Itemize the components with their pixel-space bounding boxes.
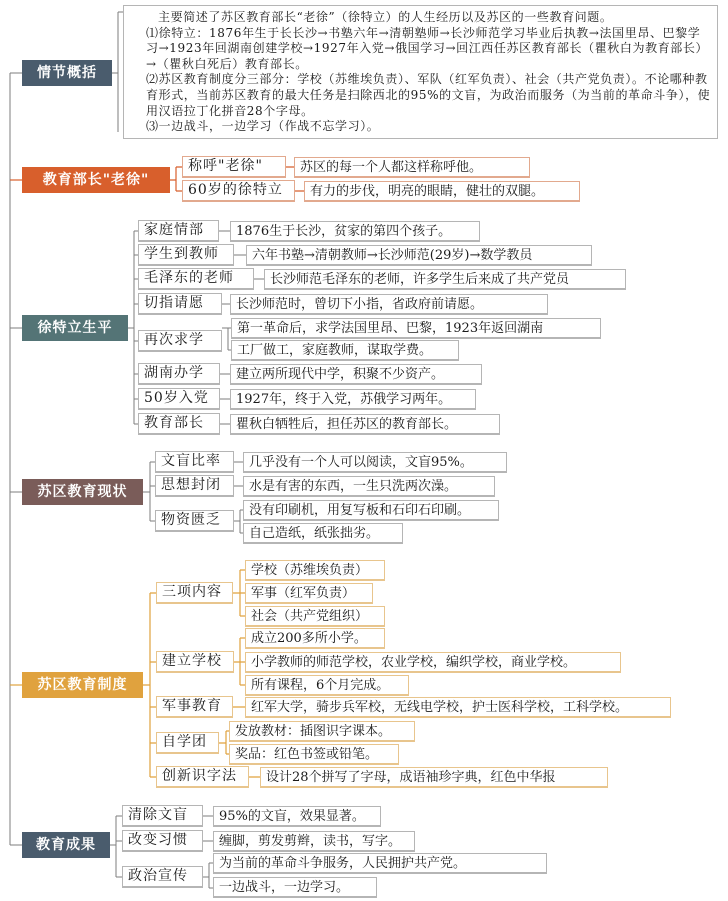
life-detail: 建立两所现代中学，积聚不少资产。 xyxy=(230,364,482,385)
status-label: 思想封闭 xyxy=(155,475,234,497)
system-detail: 发放教材：插图识字课本。 xyxy=(229,721,415,742)
life-label: 毛泽东的老师 xyxy=(138,268,254,290)
summary-topic: 情节概括 xyxy=(22,60,112,86)
summary-paragraph: ⑴徐特立：1876年生于长长沙→书塾六年→清朝塾师→长沙师范学习毕业后执教→法国里昂、巴黎学习→1923年回湖南创建学校→1927年入党→俄国学习→回江西任苏区教育部长（瞿秋白为教育部长）→（瞿秋白死后）教育部长。 xyxy=(146,25,709,71)
life-detail: 瞿秋白牺牲后，担任苏区的教育部长。 xyxy=(230,414,500,435)
minister-label: 60岁的徐特立 xyxy=(182,180,295,202)
results-detail: 缠脚，剪发剪辫，读书，写字。 xyxy=(213,831,415,852)
results-label: 政治宣传 xyxy=(122,866,203,888)
summary-paragraph: 主要简述了苏区教育部长“老徐”（徐特立）的人生经历以及苏区的一些教育问题。 xyxy=(158,10,613,24)
results-detail: 一边战斗，一边学习。 xyxy=(213,877,377,898)
summary-text-box xyxy=(123,5,718,139)
system-label: 三项内容 xyxy=(156,582,233,604)
summary-paragraph: ⑶一边战斗，一边学习（作战不忘学习）。 xyxy=(146,119,380,134)
life-label: 50岁入党 xyxy=(138,388,220,410)
system-detail: 成立200多所小学。 xyxy=(245,628,385,649)
minister-topic: 教育部长"老徐" xyxy=(22,167,170,193)
status-detail: 水是有害的东西，一生只洗两次澡。 xyxy=(243,476,495,497)
status-label: 文盲比率 xyxy=(155,451,234,473)
system-detail: 社会（共产党组织） xyxy=(245,606,385,627)
life-label: 切指请愿 xyxy=(138,293,222,315)
status-topic: 苏区教育现状 xyxy=(22,479,143,505)
results-topic: 教育成果 xyxy=(22,832,110,858)
minister-label: 称呼"老徐" xyxy=(182,156,286,178)
results-label: 改变习惯 xyxy=(122,830,203,852)
system-detail: 奖品：红色书签或铅笔。 xyxy=(229,744,399,765)
status-label: 物资匮乏 xyxy=(155,510,234,532)
life-detail: 第一革命后，求学法国里昂、巴黎，1923年返回湖南 xyxy=(231,318,601,339)
results-label: 清除文盲 xyxy=(122,805,203,827)
minister-detail: 苏区的每一个人都这样称呼他。 xyxy=(294,157,530,178)
status-detail: 自己造纸，纸张拙劣。 xyxy=(243,523,403,544)
status-detail: 几乎没有一个人可以阅读，文盲95%。 xyxy=(243,452,507,473)
summary-paragraph: ⑵苏区教育制度分三部分：学校（苏维埃负责）、军队（红军负责）、社会（共产党负责）。不论哪种教育形式，当前苏区教育的最大任务是扫除西北的95%的文盲，为政治而服务（为当前的革命斗争），使用汉语拉丁化拼音28个字母。 xyxy=(146,72,711,118)
life-label: 家庭情部 xyxy=(138,220,219,242)
life-label: 湖南办学 xyxy=(138,363,220,385)
system-detail: 所有课程，6个月完成。 xyxy=(245,675,409,696)
system-detail: 红军大学，骑步兵军校，无线电学校，护士医科学校，工科学校。 xyxy=(245,697,671,718)
life-detail: 1876生于长沙，贫家的第四个孩子。 xyxy=(230,221,480,242)
life-label: 再次求学 xyxy=(138,330,222,352)
life-detail: 六年书塾→清朝教师→长沙师范(29岁)→数学教员 xyxy=(246,245,592,266)
system-label: 自学团 xyxy=(156,732,219,754)
system-detail: 小学教师的师范学校，农业学校，编织学校，商业学校。 xyxy=(245,652,621,673)
system-label: 创新识字法 xyxy=(156,766,249,788)
system-detail: 设计28个拼写了字母，成语袖珍字典，红色中华报 xyxy=(260,767,608,788)
life-topic: 徐特立生平 xyxy=(22,315,128,341)
system-label: 建立学校 xyxy=(156,651,234,673)
status-detail: 没有印刷机，用复写板和石印石印刷。 xyxy=(243,500,499,521)
system-topic: 苏区教育制度 xyxy=(22,672,143,698)
life-detail: 长沙师范时，曾切下小指，省政府前请愿。 xyxy=(230,294,548,315)
life-detail: 长沙师范毛泽东的老师，许多学生后来成了共产党员 xyxy=(264,269,626,290)
system-label: 军事教育 xyxy=(156,696,233,718)
system-detail: 学校（苏维埃负责） xyxy=(245,560,385,581)
life-label: 学生到教师 xyxy=(138,244,234,266)
life-label: 教育部长 xyxy=(138,413,220,435)
life-detail: 工厂做工，家庭教师，谋取学费。 xyxy=(231,340,459,361)
system-detail: 军事（红军负责） xyxy=(245,583,373,604)
life-detail: 1927年，终于入党，苏俄学习两年。 xyxy=(230,389,476,410)
results-detail: 95%的文盲，效果显著。 xyxy=(213,806,381,827)
results-detail: 为当前的革命斗争服务，人民拥护共产党。 xyxy=(213,853,547,874)
minister-detail: 有力的步伐，明亮的眼睛，健壮的双腿。 xyxy=(304,181,580,202)
